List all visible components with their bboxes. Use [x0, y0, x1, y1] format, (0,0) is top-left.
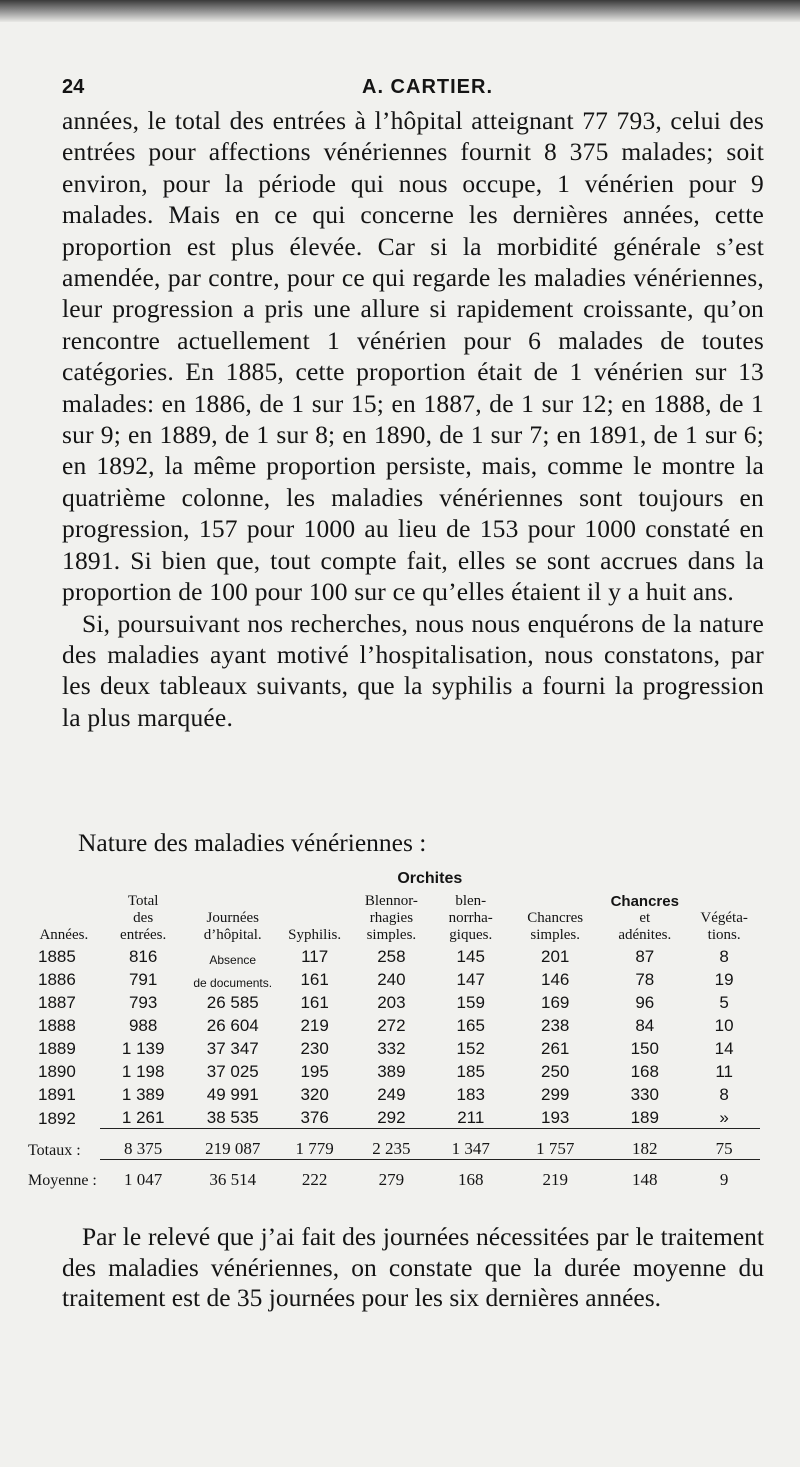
- table-row: [28, 1105, 760, 1129]
- running-head: A. CARTIER.: [362, 76, 493, 98]
- table-cell: 238: [541, 1016, 570, 1035]
- table-cell: 816: [128, 947, 158, 966]
- table-cell: 78: [635, 970, 655, 989]
- table-cell: 185: [456, 1062, 485, 1081]
- table-cell: 146: [541, 970, 570, 989]
- table-cell: 8: [719, 947, 729, 966]
- header-cell: blen-: [455, 893, 487, 909]
- table-cell: 168: [432, 1160, 509, 1191]
- table-cell: 791: [128, 970, 158, 989]
- table-cell: 150: [630, 1039, 659, 1058]
- body-text: [62, 105, 764, 733]
- header-cell: et: [639, 910, 651, 926]
- paragraph-2: Si, poursuivant nos recherches, nous nous enquérons de la nature des maladies ayant motivé l’hospitalisation, nous constatons, par les deux tableaux suivants, que la syphilis a fourni la progression la plus marquée.: [62, 608, 764, 732]
- table-cell: 49 991: [206, 1085, 259, 1104]
- paragraph-1: années, le total des entrées à l’hôpital atteignant 77 793, celui des entrées pour affections vénériennes fournit 8 375 malades; soit environ, pour la période qui nous occupe, 1 vénérien pour 9 malades. Mais en ce qui concerne les dernières années, cette proportion est plus élevée. Car si la morbidité générale s’est amendée, par contre, pour ce qui regarde les maladies vénériennes, leur progression a pris une allure si rapidement croissante, qu’on rencontre actuellement 1 vénérien pour 6 malades de toutes catégories. En 1885, cette proportion était de 1 vénérien sur 13 malades: en 1886, de 1 sur 15; en 1887, de 1 sur 12; en 1888, de 1 sur 9; en 1889, de 1 sur 8; en 1890, de 1 sur 7; en 1891, de 1 sur 6; en 1892, la même proportion persiste, mais, comme le montre la quatrième colonne, les maladies vénériennes sont toujours en progression, 157 pour 1000 au lieu de 153 pour 1000 constaté en 1891. Si bien que, tout compte fait, elles se sont accrues dans la proportion de 100 pour 100 sur ce qu’elles étaient il y a huit ans.: [62, 106, 764, 607]
- table-cell: 1 757: [509, 1129, 601, 1160]
- table-cell: 183: [456, 1085, 485, 1104]
- table-cell: 299: [541, 1085, 570, 1104]
- header-cell: Total: [127, 893, 159, 909]
- table-row: [28, 990, 760, 1013]
- table-cell: 161: [300, 970, 329, 989]
- table-cell: 240: [377, 970, 406, 989]
- table-cell: 261: [541, 1039, 570, 1058]
- header-cell: [688, 888, 760, 910]
- table-cell: 272: [377, 1016, 406, 1035]
- table-cell: 320: [300, 1085, 329, 1104]
- year-cell: 1892: [38, 1108, 76, 1128]
- table-cell: 292: [377, 1108, 406, 1127]
- year-cell: 1888: [38, 1016, 76, 1035]
- table-row: [28, 1059, 760, 1082]
- table-cell: 26 585: [206, 993, 259, 1012]
- table-cell: 37 025: [206, 1062, 259, 1081]
- table-cell: de documents.: [193, 976, 273, 990]
- table-body: [28, 944, 760, 1129]
- header-cell: Blennor-: [364, 893, 418, 909]
- table-cell: 250: [541, 1062, 570, 1081]
- table-cell: 11: [715, 1062, 733, 1081]
- table-cell: 5: [719, 993, 729, 1012]
- header-cell: giques.: [449, 927, 493, 943]
- header-cell: Chancres: [610, 893, 679, 910]
- venereal-diseases-table: [28, 866, 760, 1190]
- table-row: [28, 967, 760, 990]
- table-cell: 9: [688, 1160, 760, 1191]
- table-cell: 8 375: [100, 1129, 187, 1160]
- header-cell: tions.: [707, 927, 741, 943]
- table-cell: 219: [509, 1160, 601, 1191]
- table-cell: 258: [377, 947, 406, 966]
- table-row: [28, 1013, 760, 1036]
- table-cell: 148: [601, 1160, 688, 1191]
- year-cell: 1889: [38, 1039, 76, 1058]
- table-cell: 147: [456, 970, 485, 989]
- table-cell: 189: [630, 1108, 659, 1127]
- table-cell: 1 047: [100, 1160, 187, 1191]
- year-cell: 1886: [38, 970, 76, 989]
- table-cell: 793: [128, 993, 158, 1012]
- table-row: [28, 1036, 760, 1059]
- header-cell: Chancres: [527, 910, 584, 926]
- table-cell: 195: [300, 1062, 329, 1081]
- table-cell: 1 779: [279, 1129, 351, 1160]
- totals-label: Totaux :: [28, 1141, 81, 1159]
- table-cell: 1 198: [121, 1062, 165, 1081]
- header-cell: des: [133, 910, 154, 926]
- table-cell: 332: [377, 1039, 406, 1058]
- table-cell: 376: [300, 1108, 329, 1127]
- table-cell: 38 535: [206, 1108, 259, 1127]
- header-row-2: [28, 910, 760, 927]
- header-cell: Végéta-: [700, 910, 748, 926]
- table-cell: 988: [128, 1016, 158, 1035]
- header-cell: norrha-: [448, 910, 493, 926]
- totals-row: [28, 1129, 760, 1160]
- table-cell: 165: [456, 1016, 485, 1035]
- table-cell: 201: [541, 947, 570, 966]
- table-cell: 219 087: [187, 1129, 279, 1160]
- header-cell: [279, 910, 351, 927]
- table-cell: 152: [456, 1039, 485, 1058]
- page-header: [62, 70, 762, 102]
- table-cell: 203: [377, 993, 406, 1012]
- table-cell: 330: [630, 1085, 659, 1104]
- header-cell: simples.: [530, 927, 580, 943]
- table-cell: 75: [688, 1129, 760, 1160]
- table-row: [28, 1082, 760, 1105]
- header-cell: Journées: [206, 910, 259, 926]
- table-cell: 87: [635, 947, 655, 966]
- table-cell: 279: [350, 1160, 432, 1191]
- table-cell: 182: [601, 1129, 688, 1160]
- table-cell: 10: [714, 1016, 734, 1035]
- table-cell: 230: [300, 1039, 329, 1058]
- header-cell: d’hôpital.: [203, 927, 262, 943]
- group-header-row: [28, 866, 760, 888]
- year-cell: 1885: [38, 947, 76, 966]
- header-cell: Syphilis.: [288, 927, 342, 943]
- header-cell: Années.: [39, 927, 89, 943]
- table-cell: 1 389: [121, 1085, 165, 1104]
- table-cell: 1 261: [121, 1108, 165, 1127]
- averages-row: [28, 1160, 760, 1191]
- page-number: 24: [62, 76, 85, 98]
- table-cell: 84: [635, 1016, 655, 1035]
- scan-edge: [0, 0, 800, 22]
- table-cell: 8: [719, 1085, 729, 1104]
- header-cell: [509, 888, 601, 910]
- table-cell: 249: [377, 1085, 406, 1104]
- table-cell: 222: [279, 1160, 351, 1191]
- table-cell: 211: [457, 1108, 485, 1127]
- table-cell: 169: [541, 993, 570, 1012]
- year-cell: 1890: [38, 1062, 76, 1081]
- header-cell: rhagies: [369, 910, 414, 926]
- year-cell: 1887: [38, 993, 76, 1012]
- table-cell: Absence: [209, 953, 257, 967]
- table-cell: 168: [630, 1062, 659, 1081]
- header-row-1: [28, 888, 760, 910]
- table-cell: 1 347: [432, 1129, 509, 1160]
- header-cell: entrées.: [120, 927, 167, 943]
- table-cell: 389: [377, 1062, 406, 1081]
- averages-label: Moyenne :: [28, 1172, 97, 1189]
- header-cell: simples.: [366, 927, 417, 943]
- table-cell: 159: [456, 993, 485, 1012]
- table-caption: Nature des maladies vénériennes :: [78, 828, 427, 857]
- table-cell: 19: [714, 970, 734, 989]
- table-cell: 96: [635, 993, 655, 1012]
- table-cell: 193: [541, 1108, 570, 1127]
- table-cell: 26 604: [206, 1016, 259, 1035]
- closing-paragraph: Par le relevé que j’ai fait des journées nécessitées par le traitement des maladies vénériennes, on constate que la durée moyenne du traitement est de 35 journées pour les six dernières années.: [62, 1222, 764, 1312]
- header-cell: [279, 888, 351, 910]
- table-cell: 1 139: [121, 1039, 165, 1058]
- header-cell: adénites.: [618, 927, 672, 943]
- group-header-orchites: Orchites: [397, 870, 463, 887]
- header-row-3: [28, 927, 760, 944]
- table-cell: 161: [300, 993, 329, 1012]
- table-cell: »: [719, 1108, 729, 1127]
- table-cell: 145: [456, 947, 485, 966]
- table-cell: 36 514: [187, 1160, 279, 1191]
- table-cell: 14: [714, 1039, 734, 1058]
- table-row: [28, 944, 760, 967]
- table-cell: 2 235: [350, 1129, 432, 1160]
- table-cell: 117: [301, 947, 329, 966]
- year-cell: 1891: [38, 1085, 76, 1104]
- table-cell: 219: [300, 1016, 329, 1035]
- table-cell: 37 347: [206, 1039, 259, 1058]
- header-cell: [187, 888, 279, 910]
